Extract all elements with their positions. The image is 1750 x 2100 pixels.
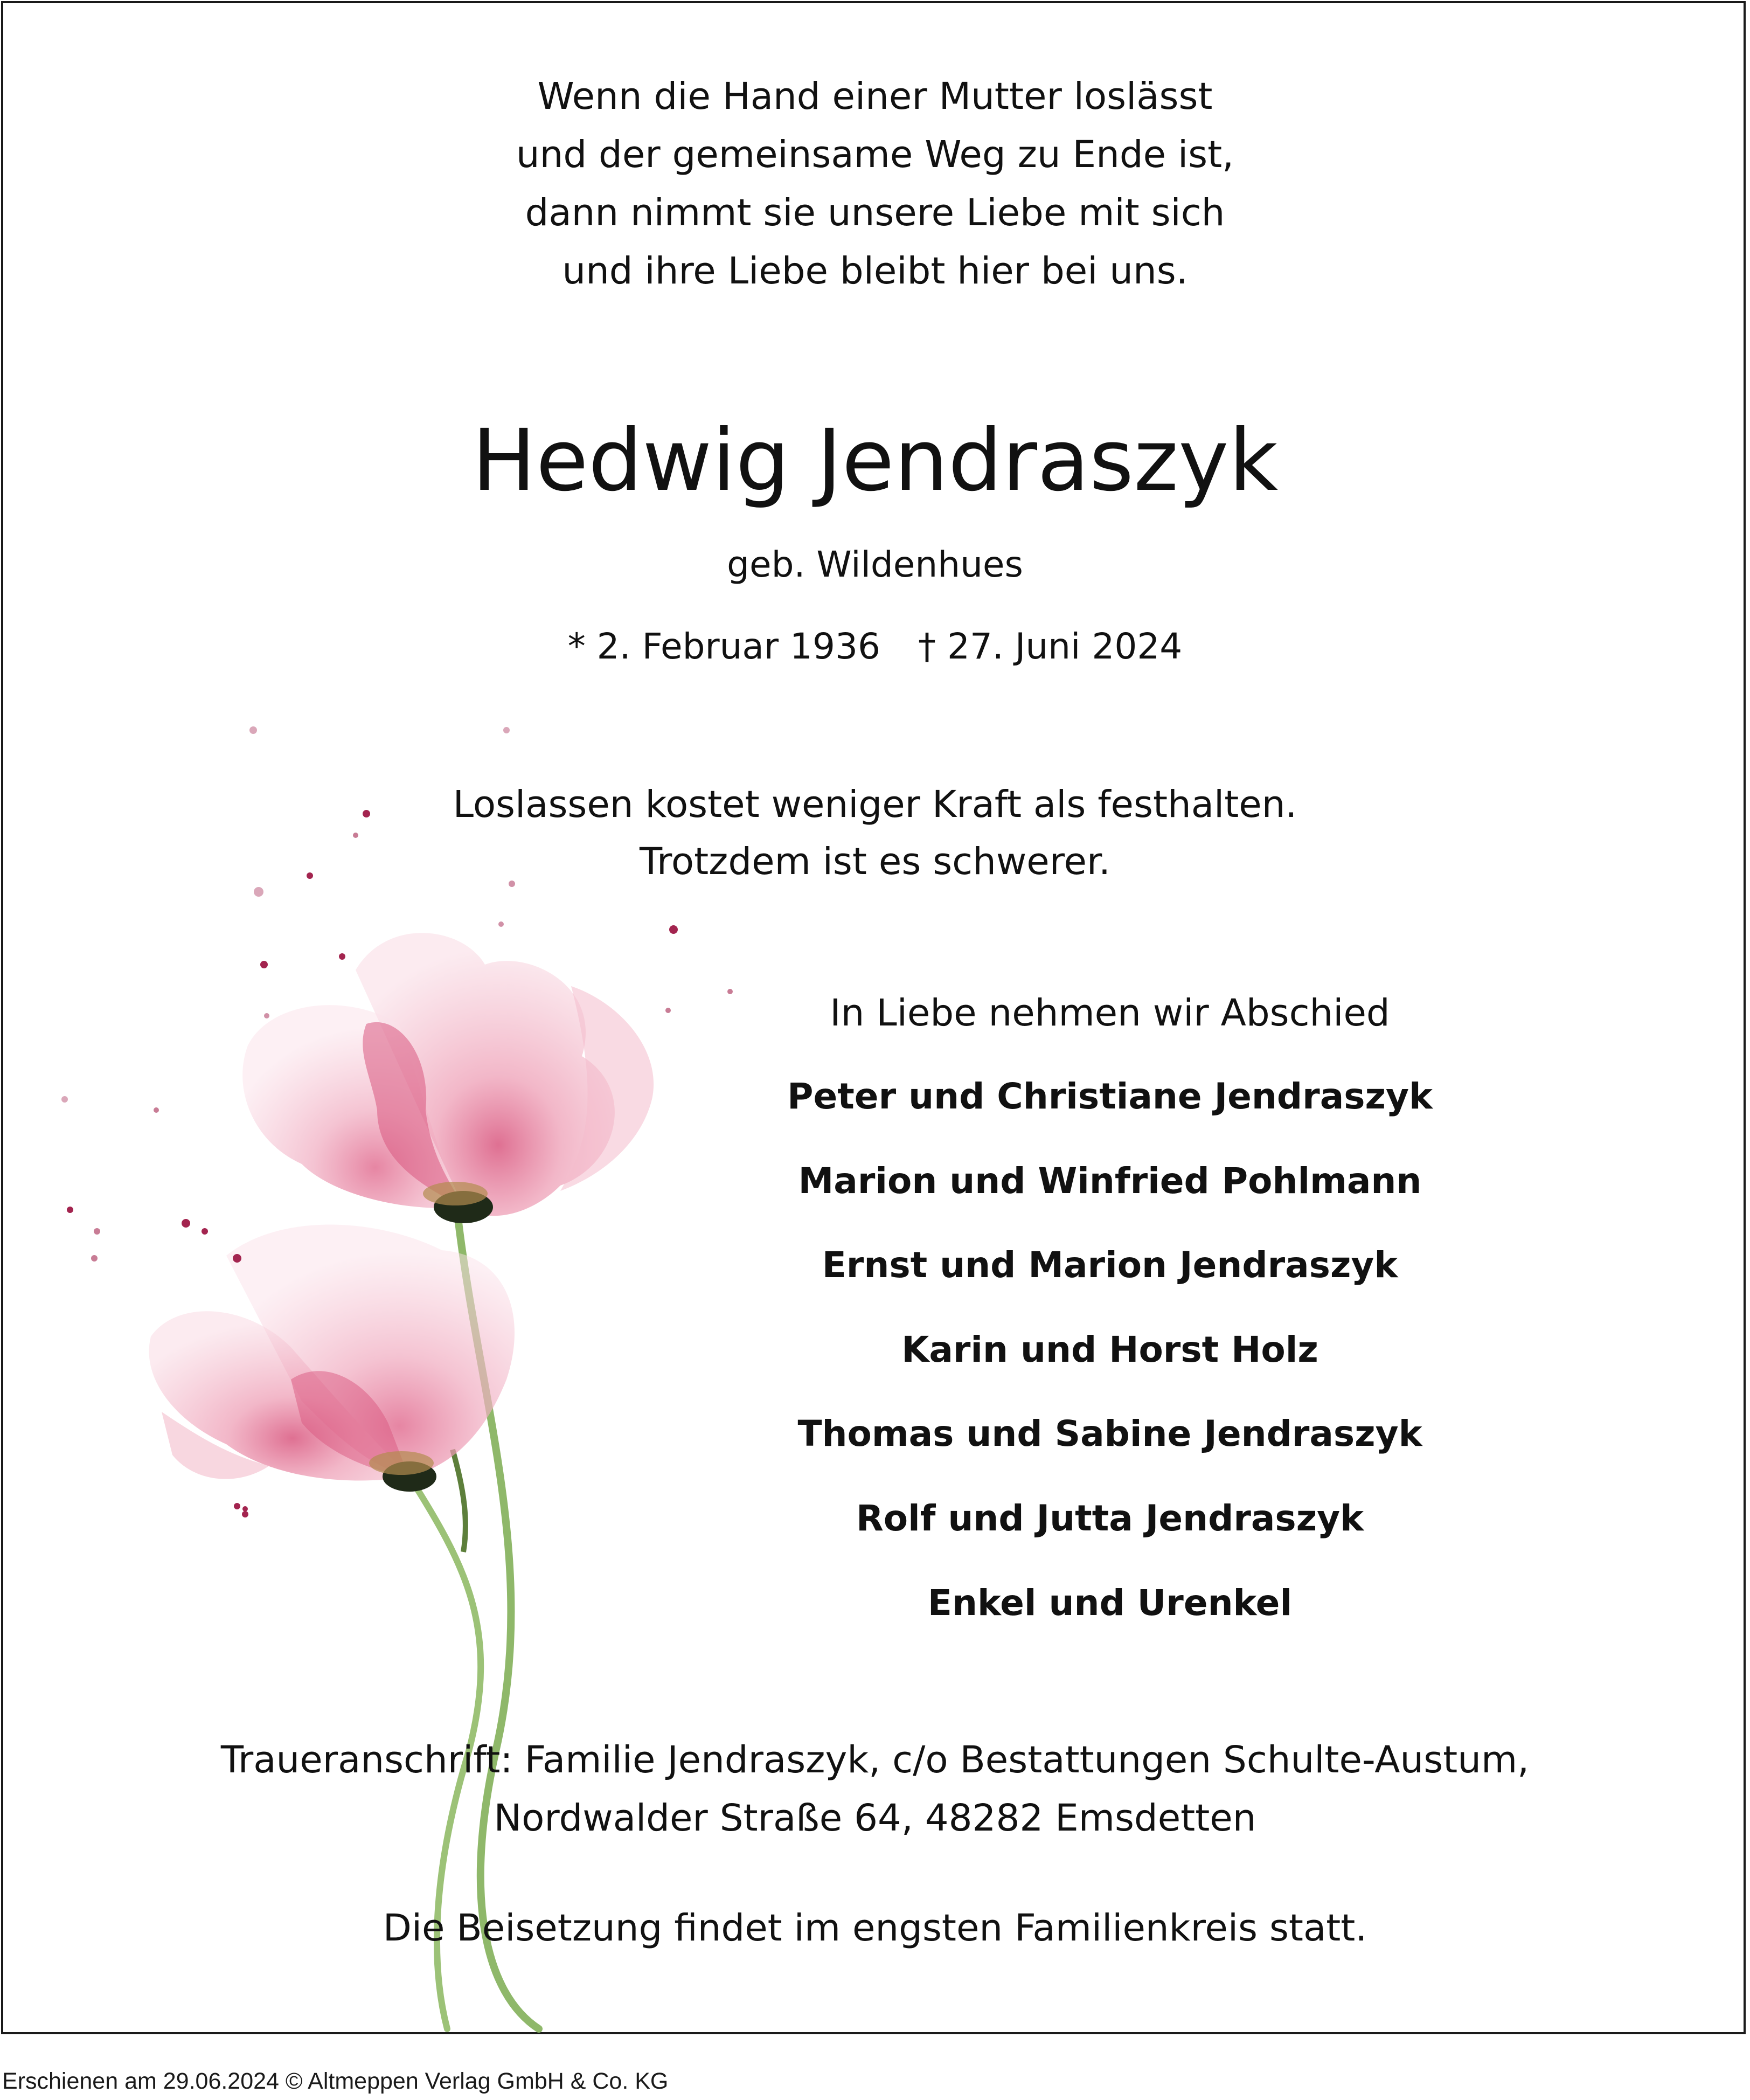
life-dates [0,621,1750,673]
death-date: † 27. Juni 2024 [918,626,1183,667]
mourner-name: Karin und Horst Holz [901,1329,1318,1370]
mourner-name: Enkel und Urenkel [927,1582,1293,1624]
birth-date: * 2. Februar 1936 [567,626,880,667]
poem-line: und ihre Liebe bleibt hier bei uns. [562,249,1188,293]
mourning-address [0,1731,1750,1847]
mourner-name: Thomas und Sabine Jendraszyk [797,1413,1422,1454]
publication-footer: Erschienen am 29.06.2024 © Altmeppen Verlag GmbH & Co. KG [2,2068,669,2094]
address-line: Traueranschrift: Familie Jendraszyk, c/o Bestattungen Schulte-Austum, [220,1738,1530,1782]
mourner-name: Marion und Winfried Pohlmann [798,1160,1422,1202]
poem-line: und der gemeinsame Weg zu Ende ist, [516,133,1234,176]
mourner-name: Peter und Christiane Jendraszyk [787,1076,1433,1117]
quote [0,776,1750,890]
poem-line: dann nimmt sie unsere Liebe mit sich [525,191,1225,234]
farewell-line: In Liebe nehmen wir Abschied [830,992,1390,1035]
mourner-name: Rolf und Jutta Jendraszyk [856,1498,1364,1539]
address-line: Nordwalder Straße 64, 48282 Emsdetten [494,1797,1256,1840]
quote-line: Trotzdem ist es schwerer. [640,840,1110,883]
poem-line: Wenn die Hand einer Mutter loslässt [537,75,1213,118]
deceased-name: Hedwig Jendraszyk [471,411,1279,510]
mourner-name: Ernst und Marion Jendraszyk [822,1244,1398,1286]
burial-notice: Die Beisetzung findet im engsten Familienkreis statt. [383,1907,1367,1950]
opening-poem [0,67,1750,300]
quote-line: Loslassen kostet weniger Kraft als festhalten. [453,783,1297,826]
birth-name: geb. Wildenhues [727,544,1023,585]
